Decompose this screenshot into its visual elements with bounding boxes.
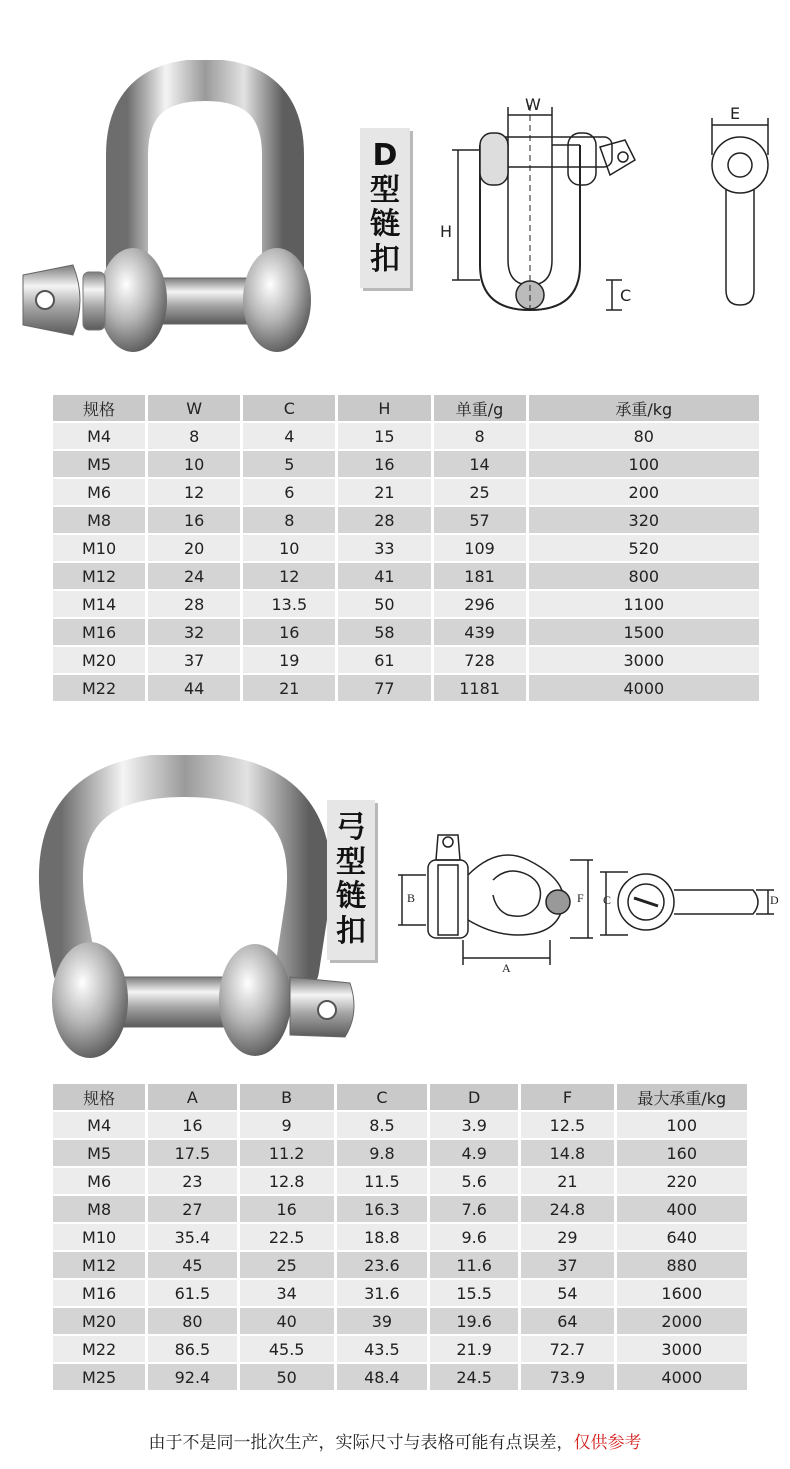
table-row (53, 451, 759, 477)
table-cell: 61 (338, 647, 430, 673)
table-cell: 15.5 (430, 1280, 518, 1306)
table-cell: 21 (521, 1168, 613, 1194)
table-cell: 25 (240, 1252, 334, 1278)
table-cell: 35.4 (148, 1224, 236, 1250)
table-cell: 12 (148, 479, 240, 505)
table-cell: 9.8 (337, 1140, 427, 1166)
table-cell: M20 (53, 647, 145, 673)
column-header: 规格 (53, 395, 145, 421)
table-row (53, 1336, 747, 1362)
table-row (53, 1196, 747, 1222)
table-cell: M5 (53, 451, 145, 477)
table-row (53, 1252, 747, 1278)
table-cell: 48.4 (337, 1364, 427, 1390)
table-cell: 43.5 (337, 1336, 427, 1362)
table-cell: 37 (148, 647, 240, 673)
table-cell: 80 (148, 1308, 236, 1334)
column-header: 承重/kg (529, 395, 759, 421)
bow-shackle-photo (15, 755, 365, 1075)
dim-label-c: C (620, 286, 632, 305)
column-header: A (148, 1084, 236, 1110)
table-cell: M20 (53, 1308, 145, 1334)
table-cell: 439 (434, 619, 526, 645)
table-cell: M10 (53, 1224, 145, 1250)
table-cell: M16 (53, 619, 145, 645)
table-cell: 8 (434, 423, 526, 449)
table-cell: M8 (53, 507, 145, 533)
table-cell: 640 (617, 1224, 747, 1250)
d-shackle-front-diagram (430, 85, 660, 315)
table-cell: 4.9 (430, 1140, 518, 1166)
d-shackle-type-label (360, 128, 410, 288)
table-cell: M12 (53, 563, 145, 589)
table-cell: 16 (148, 507, 240, 533)
label-char: 链 (336, 879, 366, 914)
table-cell: 100 (617, 1112, 747, 1138)
table-cell: 9 (240, 1112, 334, 1138)
column-header: C (243, 395, 335, 421)
table-cell: 16 (148, 1112, 236, 1138)
table-cell: 100 (529, 451, 759, 477)
table-cell: 1100 (529, 591, 759, 617)
label-char: D (372, 138, 398, 173)
table-cell: 33 (338, 535, 430, 561)
table-cell: 3000 (617, 1336, 747, 1362)
column-header: B (240, 1084, 334, 1110)
table-cell: 24.5 (430, 1364, 518, 1390)
table-cell: 1181 (434, 675, 526, 701)
table-cell: 400 (617, 1196, 747, 1222)
label-char: 型 (370, 172, 400, 208)
table-cell: 21.9 (430, 1336, 518, 1362)
table-cell: M6 (53, 1168, 145, 1194)
table-cell: 45 (148, 1252, 236, 1278)
table-cell: 24.8 (521, 1196, 613, 1222)
table-cell: 25 (434, 479, 526, 505)
table-cell: 14 (434, 451, 526, 477)
table-cell: 220 (617, 1168, 747, 1194)
table-cell: 12 (243, 563, 335, 589)
table-row (53, 675, 759, 701)
table-cell: 77 (338, 675, 430, 701)
table-cell: 20 (148, 535, 240, 561)
table-row (53, 1168, 747, 1194)
table-cell: 41 (338, 563, 430, 589)
dim-label-f: F (577, 891, 584, 905)
table-cell: 6 (243, 479, 335, 505)
table-cell: 32 (148, 619, 240, 645)
table-cell: 23 (148, 1168, 236, 1194)
table-row (53, 423, 759, 449)
table-cell: 24 (148, 563, 240, 589)
table-cell: 45.5 (240, 1336, 334, 1362)
table-cell: 3.9 (430, 1112, 518, 1138)
dim-label-d: D (770, 893, 779, 907)
table-cell: 4000 (529, 675, 759, 701)
footnote-text: 由于不是同一批次生产，实际尺寸与表格可能有点误差， (148, 1433, 574, 1453)
bow-shackle-type-label (327, 800, 375, 960)
table-cell: M4 (53, 1112, 145, 1138)
table-cell: 80 (529, 423, 759, 449)
table-cell: 73.9 (521, 1364, 613, 1390)
table-cell: M4 (53, 423, 145, 449)
table-cell: 44 (148, 675, 240, 701)
table-cell: 4000 (617, 1364, 747, 1390)
d-shackle-photo (15, 60, 345, 370)
table-cell: 37 (521, 1252, 613, 1278)
table-row (53, 1224, 747, 1250)
table-row (53, 1140, 747, 1166)
table-cell: 16 (240, 1196, 334, 1222)
footnote (0, 1428, 790, 1453)
table-cell: 520 (529, 535, 759, 561)
table-cell: 58 (338, 619, 430, 645)
column-header: 最大承重/kg (617, 1084, 747, 1110)
table-cell: 9.6 (430, 1224, 518, 1250)
table-row (53, 1364, 747, 1390)
table-cell: 8.5 (337, 1112, 427, 1138)
table-row (53, 647, 759, 673)
table-cell: M22 (53, 675, 145, 701)
table-cell: 12.8 (240, 1168, 334, 1194)
label-char: 扣 (336, 913, 366, 949)
table-cell: 34 (240, 1280, 334, 1306)
table-cell: 19 (243, 647, 335, 673)
bow-shackle-front-diagram (398, 820, 593, 970)
table-cell: 880 (617, 1252, 747, 1278)
table-cell: 109 (434, 535, 526, 561)
table-cell: 16.3 (337, 1196, 427, 1222)
column-header: 规格 (53, 1084, 145, 1110)
table-row (53, 1112, 747, 1138)
table-cell: 54 (521, 1280, 613, 1306)
table-cell: 728 (434, 647, 526, 673)
table-row (53, 591, 759, 617)
table-cell: 29 (521, 1224, 613, 1250)
table-cell: 27 (148, 1196, 236, 1222)
label-char: 弓 (336, 810, 366, 845)
table-cell: 10 (243, 535, 335, 561)
column-header: C (337, 1084, 427, 1110)
table-cell: M22 (53, 1336, 145, 1362)
label-char: 扣 (370, 241, 400, 277)
table-cell: 64 (521, 1308, 613, 1334)
table-row (53, 507, 759, 533)
table-cell: 8 (243, 507, 335, 533)
table-cell: 19.6 (430, 1308, 518, 1334)
table-cell: 2000 (617, 1308, 747, 1334)
bow-shackle-side-diagram (598, 860, 783, 945)
column-header: F (521, 1084, 613, 1110)
table-cell: 320 (529, 507, 759, 533)
table-cell: M12 (53, 1252, 145, 1278)
table-cell: 17.5 (148, 1140, 236, 1166)
table-cell: 12.5 (521, 1112, 613, 1138)
table-cell: 296 (434, 591, 526, 617)
table-cell: 11.6 (430, 1252, 518, 1278)
table-cell: 50 (338, 591, 430, 617)
table-row (53, 479, 759, 505)
table-cell: 10 (148, 451, 240, 477)
dim-label-w: W (525, 95, 541, 114)
table-cell: 200 (529, 479, 759, 505)
label-char: 链 (370, 207, 400, 242)
column-header: W (148, 395, 240, 421)
column-header: 单重/g (434, 395, 526, 421)
table-cell: 21 (243, 675, 335, 701)
table-cell: M14 (53, 591, 145, 617)
table-row (53, 1280, 747, 1306)
table-header-row (53, 395, 759, 421)
table-cell: 28 (338, 507, 430, 533)
table-cell: 14.8 (521, 1140, 613, 1166)
table-cell: 160 (617, 1140, 747, 1166)
table-cell: 16 (243, 619, 335, 645)
bow-shackle-spec-table (50, 1082, 750, 1392)
table-cell: 40 (240, 1308, 334, 1334)
table-cell: 18.8 (337, 1224, 427, 1250)
table-cell: 72.7 (521, 1336, 613, 1362)
table-cell: 86.5 (148, 1336, 236, 1362)
table-cell: 5 (243, 451, 335, 477)
table-row (53, 563, 759, 589)
table-cell: M6 (53, 479, 145, 505)
table-cell: 8 (148, 423, 240, 449)
dim-label-e: E (730, 104, 741, 123)
table-cell: 4 (243, 423, 335, 449)
table-cell: M5 (53, 1140, 145, 1166)
table-cell: M8 (53, 1196, 145, 1222)
column-header: H (338, 395, 430, 421)
table-cell: 7.6 (430, 1196, 518, 1222)
table-cell: M25 (53, 1364, 145, 1390)
table-cell: 28 (148, 591, 240, 617)
footnote-highlight: 仅供参考 (573, 1433, 642, 1453)
dim-label-a: A (502, 961, 511, 975)
label-char: 型 (336, 844, 366, 880)
table-header-row (53, 1084, 747, 1110)
d-shackle-spec-table (50, 393, 762, 703)
table-cell: 31.6 (337, 1280, 427, 1306)
table-row (53, 1308, 747, 1334)
table-cell: 11.5 (337, 1168, 427, 1194)
table-cell: 50 (240, 1364, 334, 1390)
table-cell: 21 (338, 479, 430, 505)
table-cell: 15 (338, 423, 430, 449)
table-cell: 1500 (529, 619, 759, 645)
table-row (53, 619, 759, 645)
table-cell: 22.5 (240, 1224, 334, 1250)
table-cell: 3000 (529, 647, 759, 673)
table-cell: 13.5 (243, 591, 335, 617)
dim-label-h: H (440, 222, 453, 241)
table-cell: 92.4 (148, 1364, 236, 1390)
table-cell: 57 (434, 507, 526, 533)
table-cell: 23.6 (337, 1252, 427, 1278)
table-cell: 5.6 (430, 1168, 518, 1194)
table-cell: 800 (529, 563, 759, 589)
column-header: D (430, 1084, 518, 1110)
dim-label-c2: C (603, 893, 612, 907)
table-cell: 61.5 (148, 1280, 236, 1306)
table-cell: M10 (53, 535, 145, 561)
d-shackle-side-diagram (700, 110, 780, 320)
table-cell: 16 (338, 451, 430, 477)
table-cell: M16 (53, 1280, 145, 1306)
table-cell: 39 (337, 1308, 427, 1334)
table-cell: 11.2 (240, 1140, 334, 1166)
table-cell: 181 (434, 563, 526, 589)
table-cell: 1600 (617, 1280, 747, 1306)
dim-label-b: B (407, 891, 416, 905)
table-row (53, 535, 759, 561)
